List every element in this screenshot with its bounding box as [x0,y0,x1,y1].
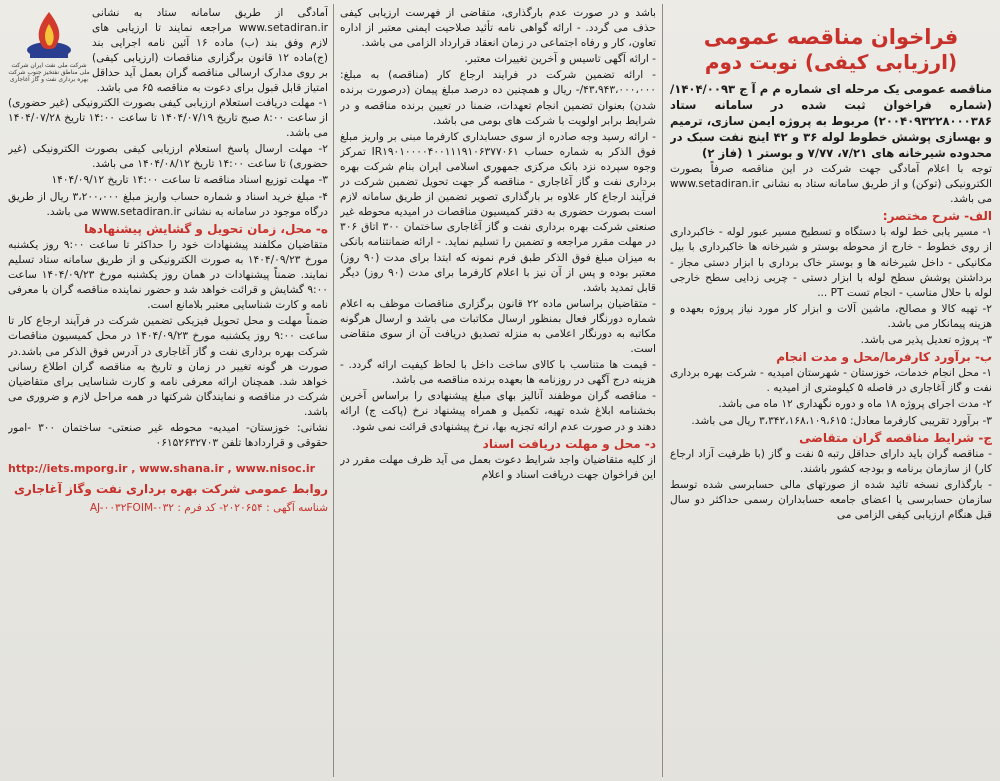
col3-paragraph-6: متقاضیان مکلفند پیشنهادات خود را حداکثر تا ساعت ۹:۰۰ روز یکشنبه مورخ ۱۴۰۴/۰۹/۲۳ به صورت الکترونیکی و از طریق سامانه ستاد تسلیم نمایند. ضمناً پیشنهادات در همان روز یکشنبه مورخ ۱۴۰۴/۰۹/۲۳ ساعت ۹:۰۰ گشایش و قرائت خواهد شد و حضور نماینده مناقصه گران با معرفی نامه و کارت شناسایی معتبر بلامانع است. [8,238,328,312]
column-divider [662,4,663,777]
section-c-heading: ج- شرایط مناقصه گران متقاضی [799,430,992,445]
col3-paragraph-3: ۲- مهلت ارسال پاسخ استعلام ارزیابی کیفی بصورت الکترونیکی (غیر حضوری) تا ساعت ۱۴:۰۰ تاریخ ۱۴۰۴/۰۸/۱۲ می باشد. [8,143,328,171]
section-b-item-2: ۲- مدت اجرای پروژه ۱۸ ماه و دوره نگهداری ۱۲ ماه می باشد. [718,398,992,411]
column-middle [340,6,656,775]
flame-logo-icon [8,6,90,62]
section-e-heading: ه- محل، زمان تحویل و گشایش پیشنهادها [83,221,328,236]
column-right [670,6,992,775]
section-b-item-3: ۳- برآورد تقریبی کارفرما معادل: ۳،۳۴۲،۱۶۸،۱۰۹،۶۱۵ ریال می باشد. [691,414,992,427]
tender-intro-text: توجه با اعلام آمادگی جهت شرکت در این مناقصه صرفاً بصورت الکترونیکی (توکن) و از طریق سامانه ستاد به نشانی www.setadiran.ir می باشد. [670,163,992,206]
section-a-item-2: ۲- تهیه کالا و مصالح، ماشین آلات و ابزار کار مورد نیاز پروژه بعهده و هزینه پیمانکار می باشد. [670,302,992,330]
footer-websites: http://iets.mporg.ir , www.shana.ir , www.nisoc.ir [8,462,316,476]
column-divider [333,4,334,777]
section-a-item-1: ۱- مسیر یابی خط لوله با دستگاه و تسطیح مسیر عبور لوله - خاکبرداری از روی خطوط - خارج از محوطه بوستر و شیرخانه ها خاکبرداری با بیل مکانیکی - داخل شیرخانه ها و بوستر خاک برداری با ابزار دستی مجاز - برداشتن پوشش سطح لوله با ابزار دستی - چربی زدایی سطح خارجی لوله با حلال مناسب - انجام تست PT ... [670,226,992,299]
col3-paragraph-4: ۳- مهلت توزیع اسناد مناقصه تا ساعت ۱۴:۰۰ تاریخ ۱۴۰۴/۰۹/۱۲ [51,174,328,187]
logo-area [8,6,328,94]
column-left [8,6,328,775]
nioc-logo [8,6,90,92]
col2-paragraph-3: - ارائه تضمین شرکت در فرایند ارجاع کار (مناقصه) به مبلغ: ۴۳،۹۴۳،۰۰۰،۰۰۰/- ریال و همچنین ده درصد مبلغ پیمان (درصورت برنده شدن) بعنوان تضمین انجام تعهدات، ضمنا در تعیین برنده مناقصه و در شرایط برابر اولویت با شرکت های بومی می باشد. [340,69,656,127]
ad-title [670,24,992,75]
col2-paragraph-5: - متقاضیان براساس ماده ۲۲ قانون برگزاری مناقصات موظف به اعلام شماره دورنگار فعال بمنظور ارسال مکاتبات می باشد و ارسال هرگونه مکاتبه به دورنگار اعلامی به منزله تصدیق دریافت آن از سوی متقاضی است. [340,297,656,356]
footer-public-relations: روابط عمومی شرکت بهره برداری نفت وگاز آغاجاری [13,482,328,497]
footer-ad-id: شناسه آگهی : ۲۰۲۰۶۵۴- کد فرم : AJ-۰۰۳۲FOIM-۰۳۲ [89,502,328,515]
tender-intro-bold: مناقصه عمومی یک مرحله ای شماره م م آ ج ۱۴۰۴/۰۰۹۳/ (شماره فراخوان ثبت شده در سامانه ستاد ۲۰۰۴۰۹۳۲۲۸۰۰۰۳۸۶) مربوط به پروژه ایمن سازی، ترمیم و بهسازی پوشش خطوط لوله ۳۶ و ۴۲ اینچ نفت سبک در محدوده شیرخانه های ۷/۲۱، ۷/۷۷ و بوستر ۱ (فاز ۲) [670,82,992,160]
section-b-item-1: ۱- محل انجام خدمات، خوزستان - شهرستان امیدیه - شرکت بهره برداری نفت و گاز آغاجاری در فاصله ۵ کیلومتری از امیدیه . [670,367,992,395]
col2-paragraph-1: باشد و در صورت عدم بارگذاری، متقاضی از فهرست ارزیابی کیفی حذف می گردد. - ارائه گواهی نامه تأئید صلاحیت ایمنی معتبر از اداره تعاون، کار و رفاه اجتماعی در زمان انعقاد قرارداد الزامی می باشد. [340,7,656,50]
section-d-heading: د- محل و مهلت دریافت اسناد [482,436,656,451]
col3-paragraph-5: ۴- مبلغ خرید اسناد و شماره حساب واریز مبلغ ۳،۲۰۰،۰۰۰ ریال از طریق درگاه موجود در سامانه به نشانی www.setadiran.ir می باشد. [8,190,328,218]
col2-paragraph-4: - ارائه رسید وجه صادره از سوی حسابداری کارفرما مبنی بر واریز مبلغ فوق الذکر به شماره حساب IR۱۹۰۱۰۰۰۰۴۰۰۱۱۱۹۱۰۶۳۷۷۰۶۱ تمرکز وجوه سپرده نزد بانک مرکزی جمهوری اسلامی ایران بنام شرکت بهره برداری نفت و گاز آغاجاری - مناقصه گر جهت تحویل تضمین شرکت در فرآیند ارجاع کار علاوه بر بارگذاری تصویر تضمین از طریق سامانه لازم است بصورت حضوری به دفتر کمیسیون مناقصات در امیدیه محوطه غیر صنعتی شرکت بهره برداری نفت و گاز آغاجاری ساختمان ۳۰۰ اتاق ۳۰۶ در مهلت مقرر مراجعه و تضمین را تسلیم نماید. - ارائه ضمانتنامه بانکی به میزان مبلغ فوق الذکر طبق فرم نمونه که ابتدا برای مدت (۹۰ روز) معتبر بوده و پس از آن نیز با اعلام کارفرما برای مدت (۹۰ روز) دیگر قابل تمدید باشد. [340,130,656,294]
section-c-item-2: - بارگذاری نسخه تائید شده از صورتهای مالی حسابرسی شده توسط سازمان حسابرسی یا اعضای جامعه حسابداران رسمی حداکثر دو سال قبل هنگام ارزیابی کیفی الزامی می [670,478,992,522]
title-line-1: فراخوان مناقصه عمومی [703,25,959,49]
col3-paragraph-2: ۱- مهلت دریافت استعلام ارزیابی کیفی بصورت الکترونیکی (غیر حضوری) از ساعت ۸:۰۰ صبح تاریخ ۱۴۰۴/۰۷/۱۹ تا ساعت ۱۴:۰۰ تاریخ ۱۴۰۴/۰۷/۲۸ می باشد. [8,97,328,140]
section-c-item-1: - مناقصه گران باید دارای حداقل رتبه ۵ نفت و گاز (با ظرفیت آزاد ارجاع کار) از سازمان برنامه و بودجه کشور باشند. [670,447,992,475]
col2-paragraph-2: - ارائه آگهی تاسیس و آخرین تغییرات معتبر. [464,53,656,66]
col3-paragraph-1: آمادگی از طریق سامانه ستاد به نشانی www.setadiran.ir مراجعه نمایند تا ارزیابی های لازم وفق بند (ب) ماده ۱۶ آئین نامه اجرایی بند (ج)ماده ۱۲ قانون برگزاری مناقصات (ارزیابی کیفی) بر روی مدارک ارسالی مناقصه گران بعمل آید حداقل امتیاز قابل قبول برای دعوت به مناقصه ۶۵ می باشد. [92,7,328,95]
section-b-heading: ب- برآورد کارفرما/محل و مدت انجام [776,350,992,365]
logo-caption: شرکت ملی نفت ایران شرکت ملی مناطق نفتخیز جنوب شرکت بهره برداری نفت و گاز آغاجاری [8,62,90,83]
col3-address: نشانی: خوزستان- امیدیه- محوطه غیر صنعتی- ساختمان ۳۰۰ -امور حقوقی و قراردادها تلفن ۰۶۱۵۲۶۳۲۷۰۳ [8,421,328,450]
title-line-2: (ارزیابی کیفی) نوبت دوم [704,50,958,74]
col2-paragraph-7: - مناقصه گران موظفند آنالیز بهای مبلغ پیشنهادی را براساس آخرین بخشنامه ابلاغ شده تهیه، تکمیل و همراه پیشنهاد نرخ (پاکت ج) ارائه دهند و در صورت عدم ارائه تجزیه بها، نرخ پیشنهادی قرائت نمی شود. [340,390,656,433]
col2-paragraph-6: - قیمت ها متناسب با کالای ساخت داخل با لحاظ کیفیت ارائه گردد. - هزینه درج آگهی در روزنامه ها بعهده برنده مناقصه می باشد. [340,359,656,387]
section-a-heading: الف- شرح مختصر: [882,209,992,224]
section-a-item-3: ۳- پروژه تعدیل پذیر می باشد. [860,334,992,347]
col2-paragraph-8: از کلیه متقاضیان واجد شرایط دعوت بعمل می آید ظرف مهلت مقرر در این فراخوان جهت دریافت اسناد و اعلام [340,453,656,481]
col3-paragraph-7: ضمناً مهلت و محل تحویل فیزیکی تضمین شرکت در فرآیند ارجاع کار تا ساعت ۹:۰۰ روز یکشنبه مورخ ۱۴۰۴/۰۹/۲۳ در محل کمیسیون مناقصات شرکت بهره برداری نفت و گاز آغاجاری در آدرس فوق الذکر می باشد.در صورت هر گونه تغییر در زمان و تاریخ به مناقصه گران اطلاع رسانی خواهد شد. همچنان ارائه معرفی نامه و کارت شناسایی برای متقاضیان شرکت در مناقصه و نمایندگان شرکتها در همه مراحل لازم و ضروری می باشد. [8,315,328,418]
